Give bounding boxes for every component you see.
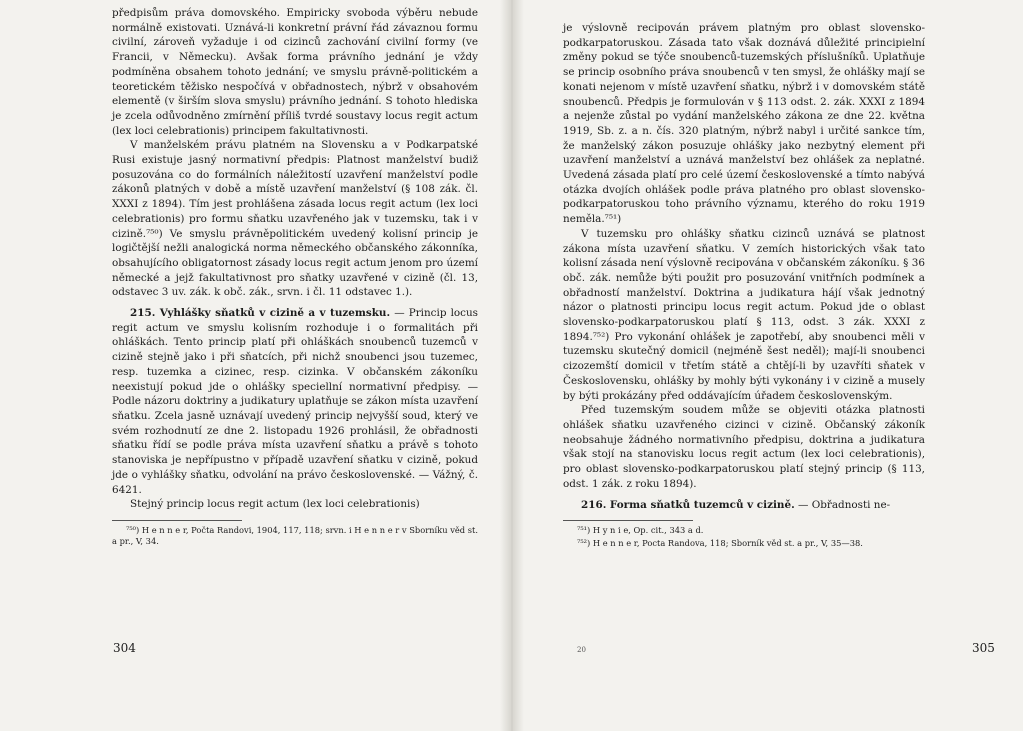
footnote-752: ⁷⁵²) H e n n e r, Pocta Randova, 118; Sborník věd st. a pr., V, 35—38.: [577, 538, 863, 549]
book-gutter: [500, 0, 524, 731]
footnote-751: ⁷⁵¹) H y n i e, Op. cit., 343 a d.: [577, 525, 704, 536]
left-paragraph-1: předpisům práva domovského. Empiricky svoboda výběru nebude normálně existovati. Uznává-li konkretní právní řád závaznou formu civilní, zároveň vyžaduje i od cizinců zachování civilní formy (ve Francii, v Německu). Avšak forma právního jednání je vždy podmíněna obsahem tohoto jednání; ve smyslu právně-politickém a teoretickém těžisko nespočívá v obřadnostech, nýbrž v obsahovém elementě (v širším slova smyslu) právního jednání. S tohoto hlediska je zcela odůvodněno zmírnění příliš tvrdé soustavy locus regit actum (lex loci celebrationis) principem fakultativnosti.: [112, 7, 478, 137]
footnote-separator: [112, 520, 242, 521]
section-216-title: 216. Forma sňatků tuzemců v cizině.: [581, 498, 795, 511]
right-paragraph-1: je výslovně recipován právem platným pro oblast slovensko-podkarpatoruskou. Zásada tato však doznává důležité principielní změny pokud se týče snoubenců-tuzemských příslušníků. Uplatňuje se princip osobního práva snoubenců v ten smysl, že ohlášky mají se konati nejenom v místě uzavření sňatku, nýbrž i v domovském státě snoubenců. Předpis je formulován v § 113 odst. 2. zák. XXXI z 1894 a nejenže zůstal po vydání manželského zákona ze dne 22. května 1919, Sb. z. a n. čís. 320 platným, nýbrž nabyl i určité sankce tím, že manželský zákon posuzuje ohlášky jako nezbytný element při uzavření manželství a uznává manželství bez ohlášek za neplatné. Uvedená zásada platí pro celé území československé a tímto nabývá otázka dvojích ohlášek podle práva platného pro oblast slovensko-podkarpatoruskou toho právního významu, kterého do roku 1919 neměla.⁷⁵¹): [563, 22, 925, 226]
right-page: [512, 0, 1023, 731]
right-paragraph-3: Před tuzemským soudem může se objeviti otázka platnosti ohlášek sňatku uzavřeného cizinci v cizině. Občanský zákoník neobsahuje žádného normativního předpisu, doktrina a judikatura však stojí na stanovisku locus regit actum (lex loci celebrationis), pro oblast slovensko-podkarpatoruskou platí stejný princip (§ 113, odst. 1 zák. z roku 1894).: [563, 404, 925, 490]
section-215-title: 215. Vyhlášky sňatků v cizině a v tuzemsku.: [130, 307, 391, 320]
left-page-number: 304: [113, 641, 136, 655]
left-page-text: [112, 6, 478, 549]
right-footnotes: [563, 525, 925, 549]
section-216-paragraph: [563, 498, 925, 513]
left-footnotes: [112, 525, 478, 547]
left-paragraph-2: V manželském právu platném na Slovensku a v Podkarpatské Rusi existuje jasný normativní předpis: Platnost manželství budiž posuzována co do formálních náležitostí uzavření manželství podle zákonů platných v době a místě uzavření manželství (§ 108 zák. čl. XXXI z 1894). Tím jest prohlášena zásada locus regit actum (lex loci celebrationis) pro formu sňatku uzavřeného jak v tuzemsku, tak i v cizině.⁷⁵⁰) Ve smyslu právněpolitickém uvedený kolisní princip je logičtější nežli analogická norma německého občanského zákonníka, obsahujícího obligatornost zásady locus regit actum jenom pro území německé a jejž fakultativnost pro sňatky uzavřené v cizině (čl. 13, odstavec 3 uv. zák. k obč. zák., srvn. i čl. 11 odstavec 1.).: [112, 139, 478, 299]
left-paragraph-last: Stejný princip locus regit actum (lex loci celebrationis): [130, 498, 420, 511]
right-page-number: 305: [972, 641, 995, 655]
left-page: [0, 0, 511, 731]
section-215-body: — Princip locus regit actum ve smyslu kolisním rozhoduje i o formalitách při ohláškách. Tento princip platí při ohláškách snoubenců tuzemců v cizině stejně jako i při sňatcích, při nichž snoubenci jsou tuzemec, resp. tuzemka a cizinec, resp. cizinka. V občanském zákoníku neexistují pokud jde o ohlášky speciellní normativní předpisy. — Podle názoru doktriny a judikatury uplatňuje se zákon místa uzavření sňatku. Zcela jasně uznávají uvedený princip nejvyšší soud, který ve svém rozhodnutí ze dne 2. listopadu 1926 prohlásil, že obřadnosti sňatku řídí se podle práva místa uzavření sňatku a právě s tohoto stanoviska je nepřípustno v případě uzavření sňatku v cizině, pokud jde o vyhlášky sňatku, odvolání na právo československé. — Vážný, č. 6421.: [112, 307, 478, 496]
right-page-text: [563, 21, 925, 551]
signature-mark: 20: [577, 646, 586, 654]
section-215-paragraph: [112, 306, 478, 497]
right-paragraph-2: V tuzemsku pro ohlášky sňatku cizinců uznává se platnost zákona místa uzavření sňatku. V zemích historických však tato kolisní zásada není výslovně recipována v občanském zákoníku. § 36 obč. zák. nemůže býti použit pro posuzování vnitřních podmínek a obřadností manželství. Doktrina a judikatura hájí však jednotný názor o platnosti principu locus regit actum. Pokud jde o oblast slovensko-podkarpatoruskou platí § 113, odst. 3 zák. XXXI z 1894.⁷⁵²) Pro vykonání ohlášek je zapotřebí, aby snoubenci měli v tuzemsku skutečný domicil (nejméně šest neděl); mají-li snoubenci cizozemští domicil v třetím státě a chtějí-li by uzavříti sňatek v Československu, ohlášky by mohly býti vykonány i v cizině a musely by býti prokázány před oddávajícím úřadem československým.: [563, 227, 925, 402]
footnote-750: ⁷⁵⁰) H e n n e r, Počta Randovi, 1904, 117, 118; srvn. i H e n n e r v Sborníku věd st. a pr., V, 34.: [112, 524, 478, 546]
footnote-separator-right: [563, 520, 693, 521]
section-216-body: — Obřadnosti ne-: [794, 498, 891, 511]
